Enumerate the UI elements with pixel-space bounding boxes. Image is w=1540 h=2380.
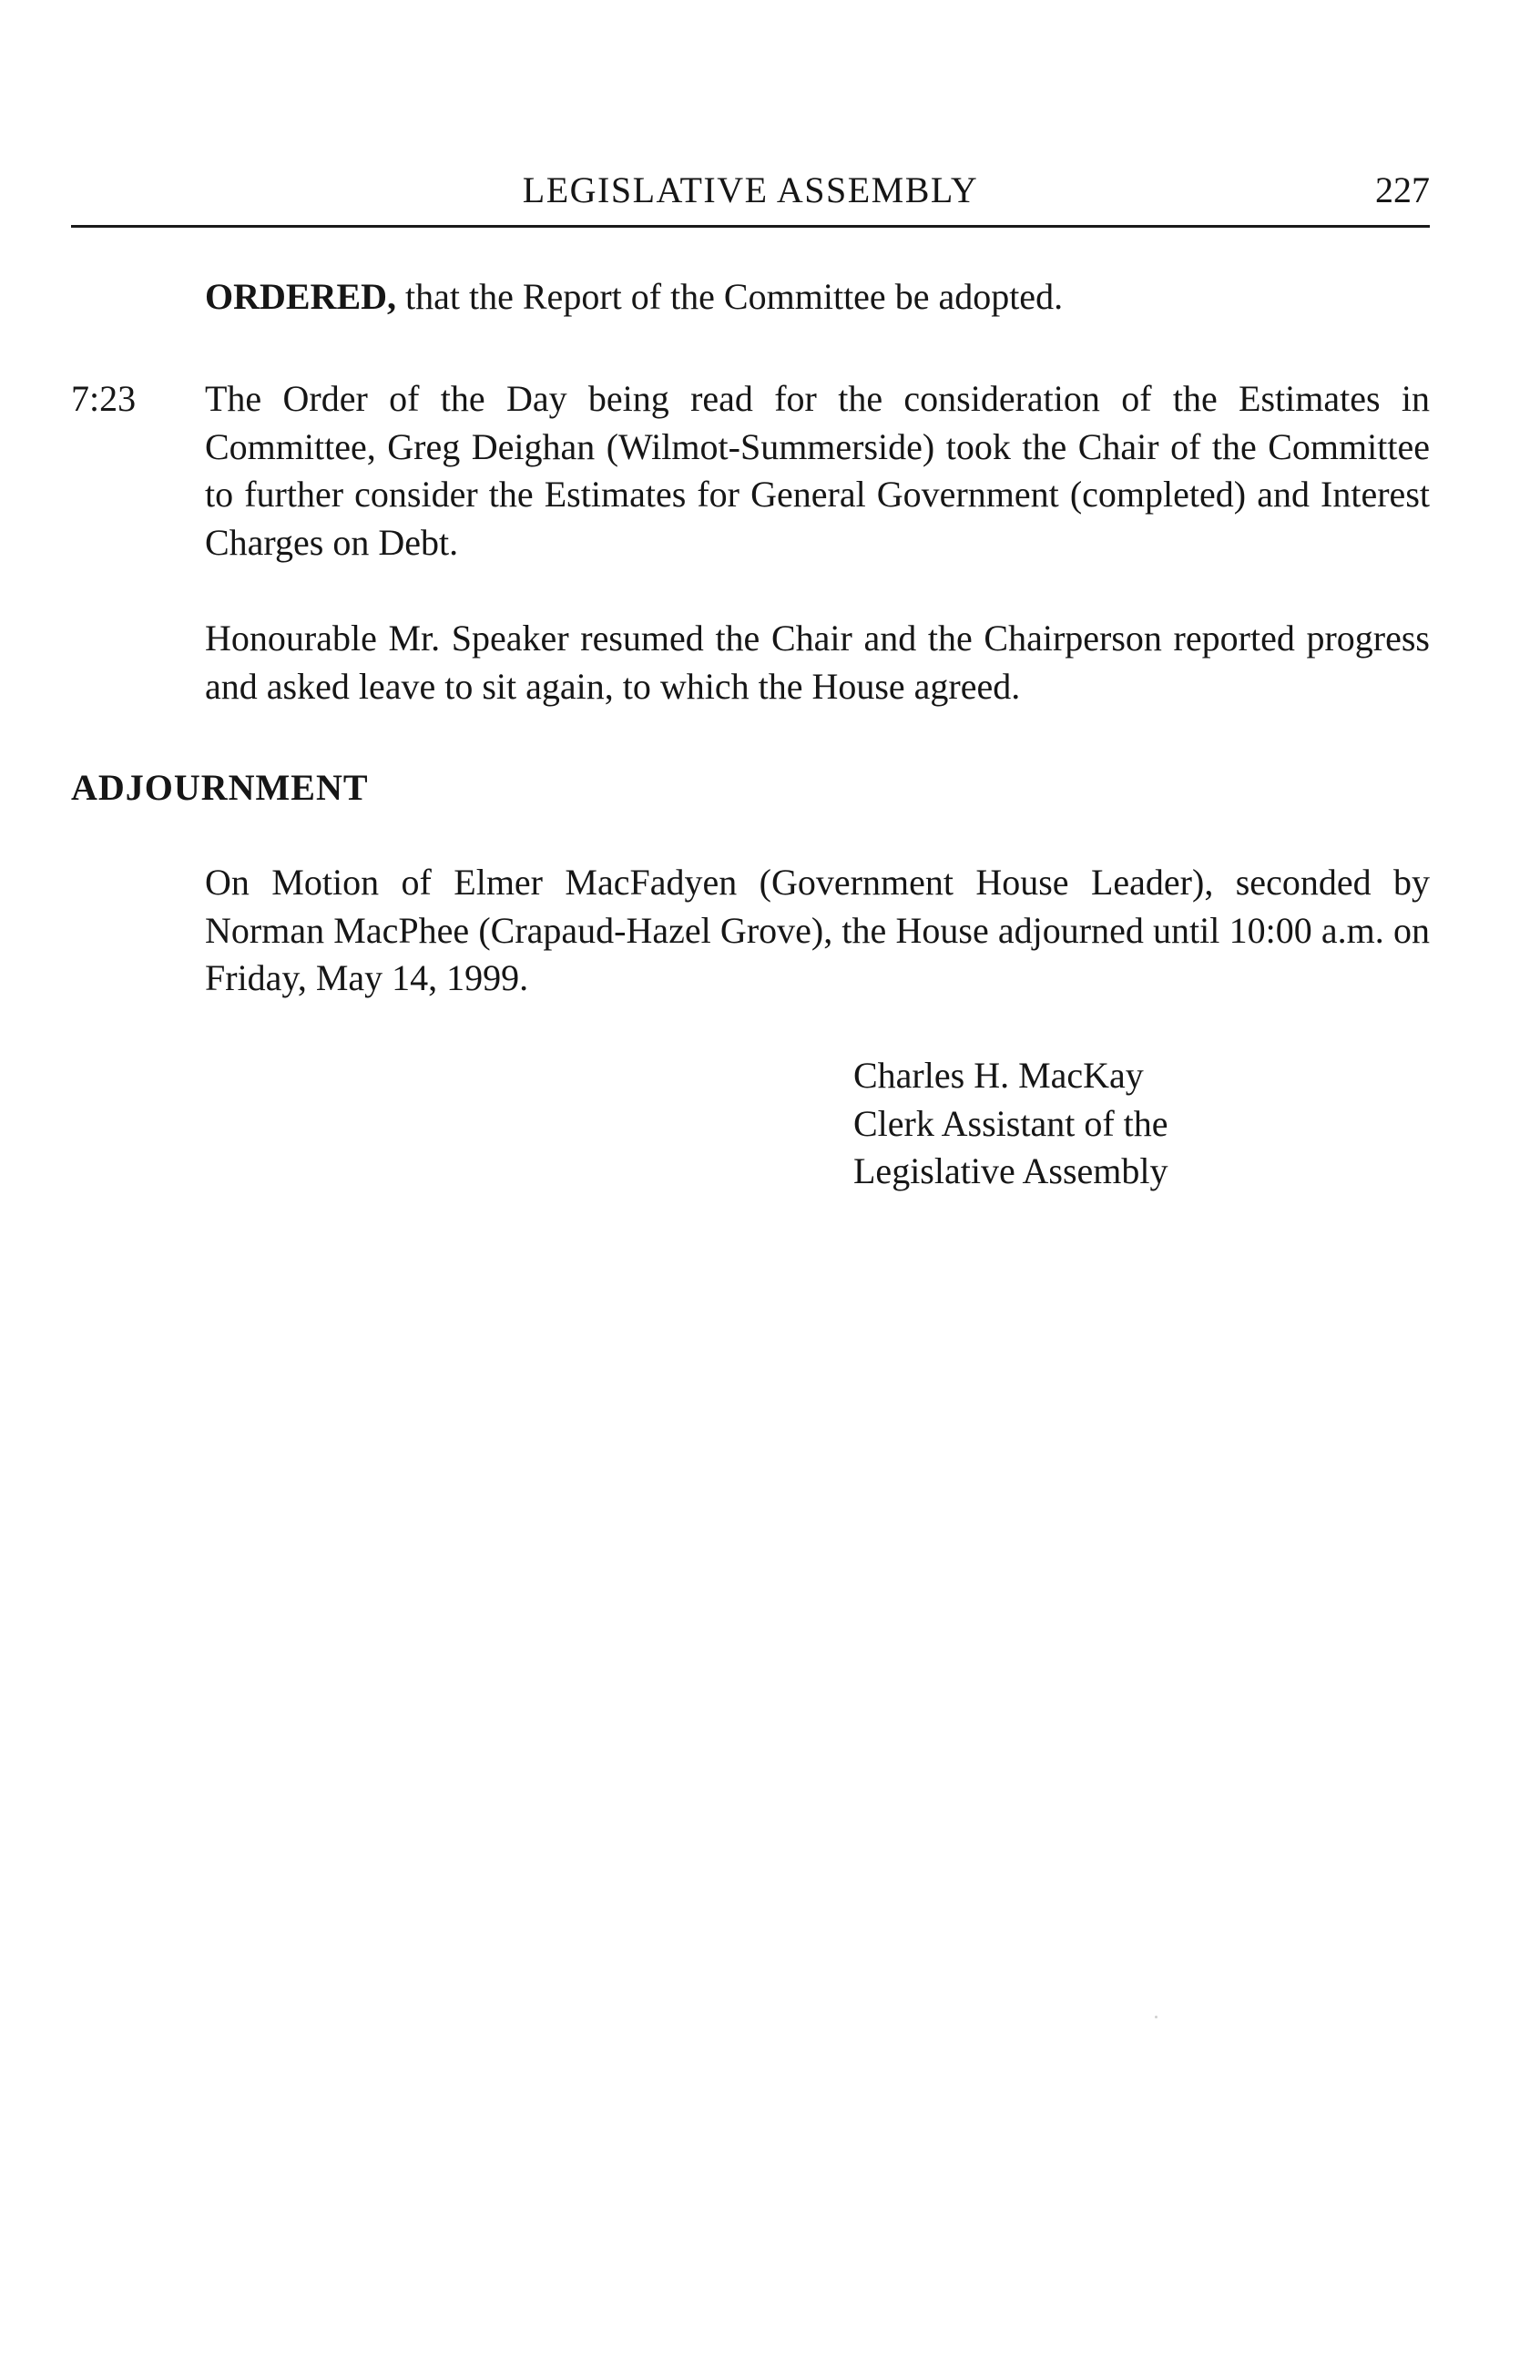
adjournment-heading: ADJOURNMENT	[71, 767, 369, 808]
ordered-keyword: ORDERED,	[205, 276, 397, 317]
signature-block	[853, 1052, 1168, 1196]
signatory-title-line-2: Legislative Assembly	[853, 1150, 1168, 1191]
signatory-title-line-1: Clerk Assistant of the	[853, 1102, 1168, 1144]
ordered-paragraph	[205, 273, 1430, 322]
page-header	[71, 169, 1430, 229]
scan-speck	[1155, 2016, 1158, 2018]
speaker-paragraph: Honourable Mr. Speaker resumed the Chair and the Chairperson reported progress and asked leave to sit again, to which the House agreed.	[205, 618, 1430, 707]
time-stamp: 7:23	[71, 378, 137, 419]
signatory-name: Charles H. MacKay	[853, 1055, 1144, 1096]
order-of-day-paragraph: The Order of the Day being read for the consideration of the Estimates in Committee, Greg Deighan (Wilmot-Summerside) took the Chair of the Committee to further consider the Estimates for General Government (completed) and Interest Charges on Debt.	[205, 378, 1430, 563]
header-rule	[71, 225, 1430, 228]
ordered-text: that the Report of the Committee be adopted.	[396, 276, 1064, 317]
header-title: LEGISLATIVE ASSEMBLY	[522, 169, 979, 210]
adjournment-paragraph: On Motion of Elmer MacFadyen (Government House Leader), seconded by Norman MacPhee (Crapaud-Hazel Grove), the House adjourned until 10:00 a.m. on Friday, May 14, 1999.	[205, 862, 1430, 998]
page-number: 227	[1375, 169, 1430, 210]
